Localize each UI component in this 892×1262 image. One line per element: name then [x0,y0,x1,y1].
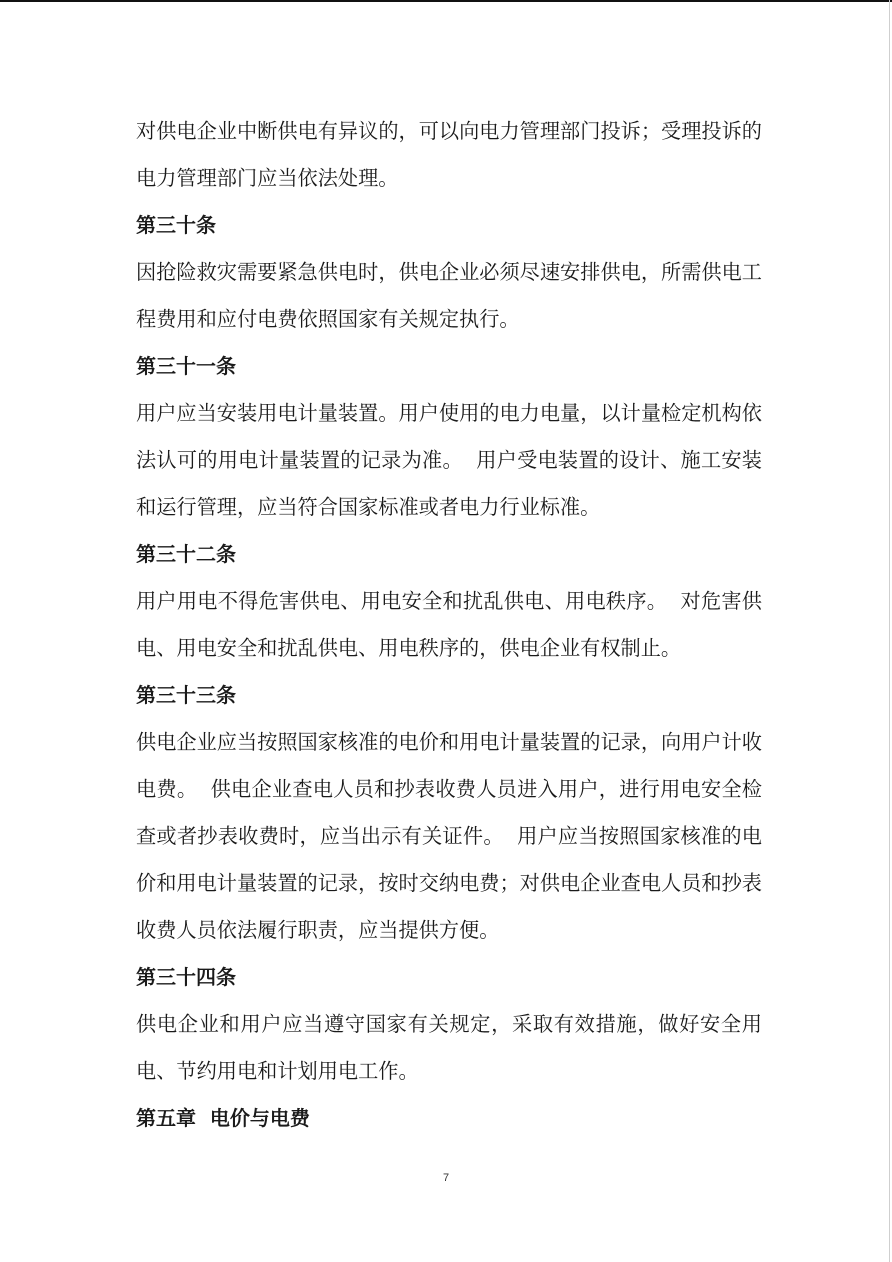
document-body [136,108,762,1142]
article-30-heading: 第三十条 [136,213,216,237]
top-border-line [0,0,892,2]
paragraph-article-31: 用户应当安装用电计量装置。用户使用的电力电量，以计量检定机构依法认可的用电计量装置的记录为准。 用户受电装置的设计、施工安装和运行管理，应当符合国家标准或者电力行业标准。 [136,401,762,519]
article-33-heading: 第三十三条 [136,683,236,707]
paragraph-article-34: 供电企业和用户应当遵守国家有关规定，采取有效措施，做好安全用电、节约用电和计划用电工作。 [136,1012,762,1083]
article-32-heading: 第三十二条 [136,542,236,566]
chapter-5-heading: 第五章 电价与电费 [136,1106,310,1130]
right-border-line [889,0,890,1262]
article-34-heading: 第三十四条 [136,965,236,989]
paragraph-complaint: 对供电企业中断供电有异议的，可以向电力管理部门投诉；受理投诉的电力管理部门应当依法处理。 [136,119,762,190]
article-31-heading: 第三十一条 [136,354,236,378]
page-number: 7 [442,1172,450,1184]
paragraph-article-30: 因抢险救灾需要紧急供电时，供电企业必须尽速安排供电，所需供电工程费用和应付电费依照国家有关规定执行。 [136,260,762,331]
paragraph-article-33: 供电企业应当按照国家核准的电价和用电计量装置的记录，向用户计收电费。 供电企业查电人员和抄表收费人员进入用户，进行用电安全检查或者抄表收费时，应当出示有关证件。 用户应当按照国家核准的电价和用电计量装置的记录，按时交纳电费；对供电企业查电人员和抄表收费人员依法履行职责，应当提供方便。 [136,730,762,942]
paragraph-article-32: 用户用电不得危害供电、用电安全和扰乱供电、用电秩序。 对危害供电、用电安全和扰乱供电、用电秩序的，供电企业有权制止。 [136,589,762,660]
